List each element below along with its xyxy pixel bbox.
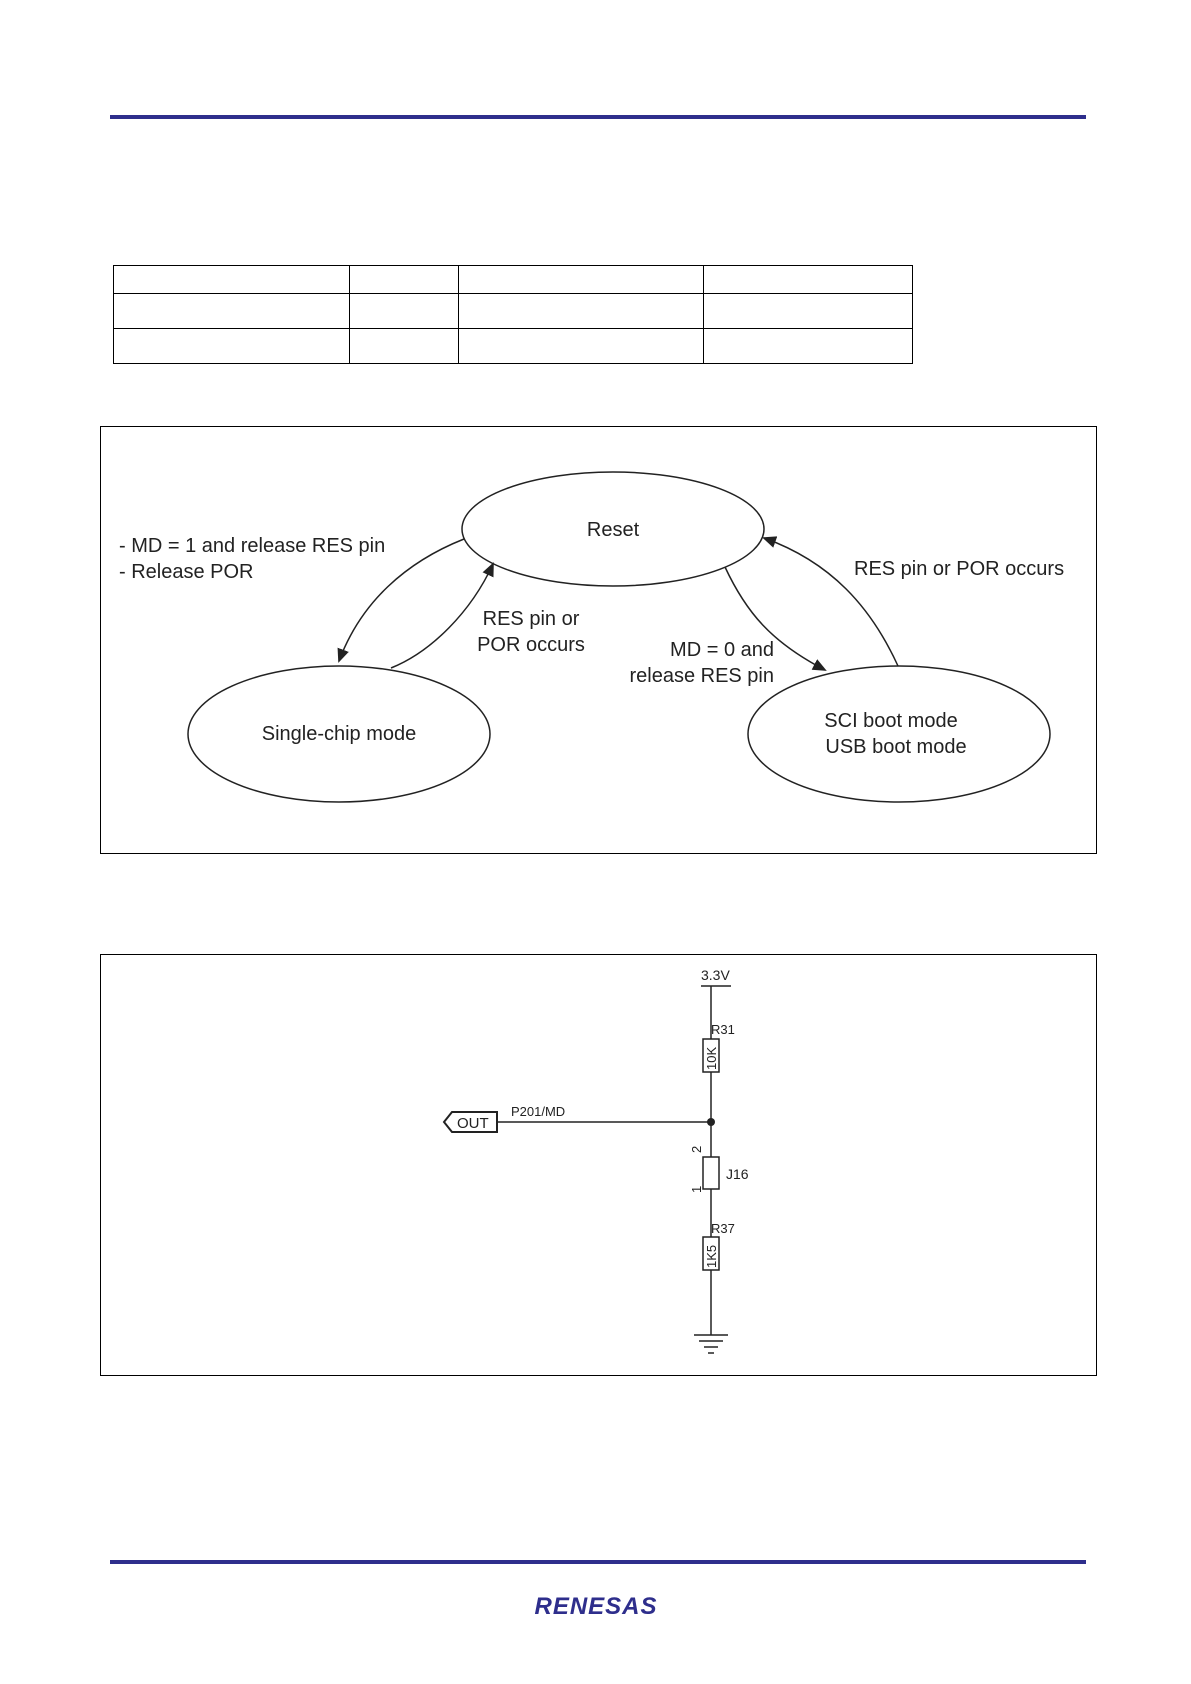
boot-mode-state [748, 666, 1050, 802]
jumper-j16 [703, 1157, 719, 1189]
brand-wordmark: RENESAS [534, 1593, 658, 1620]
table-cell [350, 294, 459, 329]
single-chip-label: Single-chip mode [261, 723, 417, 745]
table-cell [704, 266, 913, 294]
net-label: P201/MD [511, 1104, 566, 1119]
table-cell [704, 294, 913, 329]
state-diagram-frame [100, 426, 1097, 854]
table-row [114, 329, 913, 364]
boot-mode-label-2: USB boot mode [825, 736, 967, 758]
transition-to-single-line2: - Release POR [119, 561, 254, 583]
md-pin-schematic [101, 955, 1096, 1375]
table-row [114, 294, 913, 329]
arrow-reset-to-single-chip [339, 539, 464, 661]
table-cell [704, 329, 913, 364]
transition-boot-to-reset: RES pin or POR occurs [854, 558, 1065, 580]
renesas-logo [521, 1590, 671, 1620]
table-cell [114, 329, 350, 364]
reset-label: Reset [586, 519, 640, 541]
table-cell [114, 294, 350, 329]
r31-value: 10K [704, 1046, 719, 1070]
r37-value: 1K5 [704, 1244, 719, 1268]
mode-table [113, 265, 913, 364]
supply-label: 3.3V [701, 967, 730, 983]
ground-icon [694, 1335, 728, 1353]
table-cell [350, 329, 459, 364]
transition-to-boot-line2: release RES pin [629, 665, 774, 687]
transition-to-single-line1: - MD = 1 and release RES pin [119, 535, 386, 557]
header-rule [110, 115, 1086, 119]
j16-ref: J16 [726, 1166, 749, 1182]
state-diagram [101, 427, 1096, 853]
table-cell [459, 294, 704, 329]
table-cell [350, 266, 459, 294]
table-row [114, 266, 913, 294]
junction-dot [707, 1118, 715, 1126]
table-cell [459, 329, 704, 364]
out-port-label: OUT [457, 1115, 489, 1132]
transition-to-boot-line1: MD = 0 and [670, 639, 774, 661]
j16-pin1: 1 [689, 1185, 704, 1193]
table-cell [459, 266, 704, 294]
transition-single-to-reset-line2: POR occurs [477, 634, 585, 656]
schematic-frame [100, 954, 1097, 1376]
table-cell [114, 266, 350, 294]
footer-rule [110, 1560, 1086, 1564]
j16-pin2: 2 [689, 1145, 704, 1153]
r31-ref: R31 [711, 1022, 735, 1037]
r37-ref: R37 [711, 1221, 735, 1236]
transition-single-to-reset-line1: RES pin or [482, 608, 580, 630]
boot-mode-label-1: SCI boot mode [824, 710, 958, 732]
